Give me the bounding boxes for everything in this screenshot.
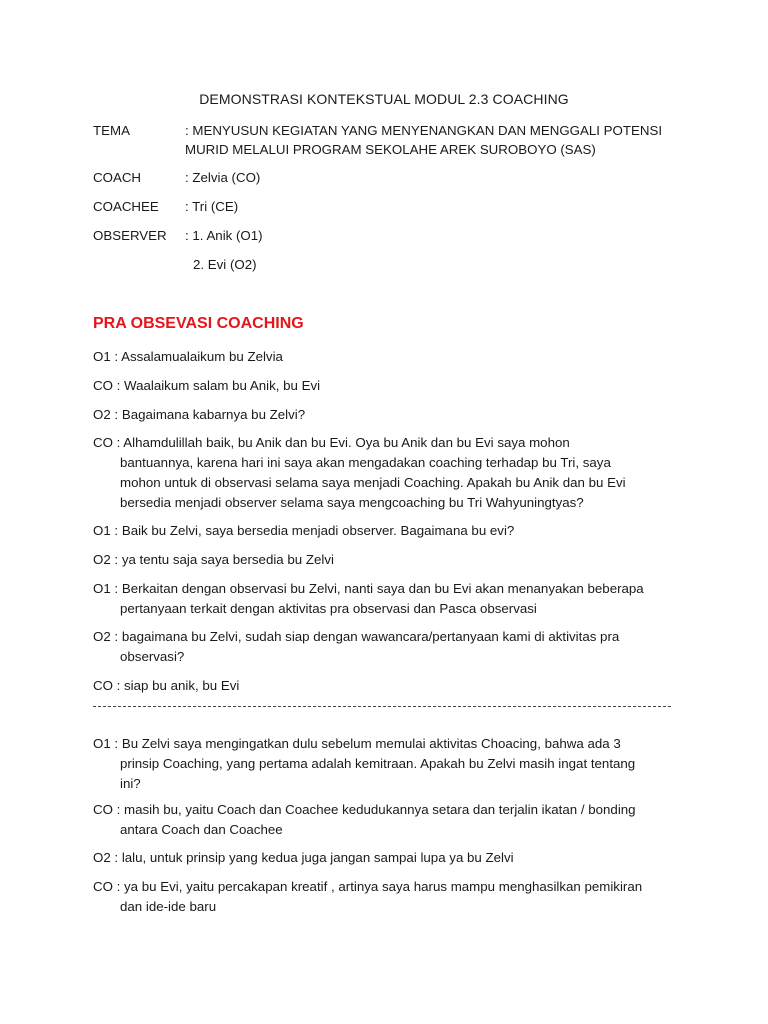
meta-value-coachee: : Tri (CE) (185, 199, 239, 214)
dialog-line: CO : Waalaikum salam bu Anik, bu Evi (93, 378, 321, 393)
section-title: PRA OBSEVASI COACHING (93, 315, 304, 332)
document-title: DEMONSTRASI KONTEKSTUAL MODUL 2.3 COACHING (199, 91, 569, 107)
dialog-line: O1 : Baik bu Zelvi, saya bersedia menjadi observer. Bagaimana bu evi? (93, 523, 515, 538)
meta-value-tema: : MENYUSUN KEGIATAN YANG MENYENANGKAN DAN MENGGALI POTENSI (185, 123, 663, 138)
dialog-line: O2 : bagaimana bu Zelvi, sudah siap dengan wawancara/pertanyaan kami di aktivitas pra observasi? (93, 629, 620, 664)
dialog-line: CO : siap bu anik, bu Evi (93, 678, 240, 693)
dialog-line: O2 : lalu, untuk prinsip yang kedua juga jangan sampai lupa ya bu Zelvi (93, 850, 514, 865)
dialog-line: CO : Alhamdulillah baik, bu Anik dan bu Evi. Oya bu Anik dan bu Evi saya mohon bantuannya, karena hari ini saya akan mengadakan coaching terhadap bu Tri, saya mohon untuk di observasi selama saya menjadi Coaching. Apakah bu Anik dan bu Evi bersedia menjadi observer selama saya mengcoaching bu Tri Wahyuningtyas? (93, 435, 626, 510)
dialog-line: O2 : Bagaimana kabarnya bu Zelvi? (93, 407, 306, 422)
meta-label-coach: COACH (93, 170, 142, 185)
dialog-line: O1 : Bu Zelvi saya mengingatkan dulu sebelum memulai aktivitas Choacing, bahwa ada 3 prinsip Coaching, yang pertama adalah kemitraan. Apakah bu Zelvi masih ingat tentang ini? (93, 736, 636, 791)
dialog-line: CO : masih bu, yaitu Coach dan Coachee kedudukannya setara dan terjalin ikatan / bonding antara Coach dan Coachee (93, 802, 636, 837)
dialog-line: O1 : Berkaitan dengan observasi bu Zelvi, nanti saya dan bu Evi akan menanyakan beberapa pertanyaan terkait dengan aktivitas pra observasi dan Pasca observasi (93, 581, 644, 616)
meta-value-tema-line2: MURID MELALUI PROGRAM SEKOLAHE AREK SUROBOYO (SAS) (185, 142, 596, 157)
dialog-line: O1 : Assalamualaikum bu Zelvia (93, 349, 283, 364)
dialog-line: O2 : ya tentu saja saya bersedia bu Zelvi (93, 552, 334, 567)
divider-dashed (93, 706, 671, 707)
meta-value-observer-1: : 1. Anik (O1) (185, 228, 263, 243)
meta-value-observer-2: 2. Evi (O2) (193, 257, 257, 272)
dialog-line: CO : ya bu Evi, yaitu percakapan kreatif , artinya saya harus mampu menghasilkan pemikiran dan ide-ide baru (93, 879, 643, 914)
meta-value-coach: : Zelvia (CO) (185, 170, 261, 185)
meta-label-tema: TEMA (93, 123, 130, 138)
meta-label-coachee: COACHEE (93, 199, 159, 214)
meta-label-observer: OBSERVER (93, 228, 167, 243)
